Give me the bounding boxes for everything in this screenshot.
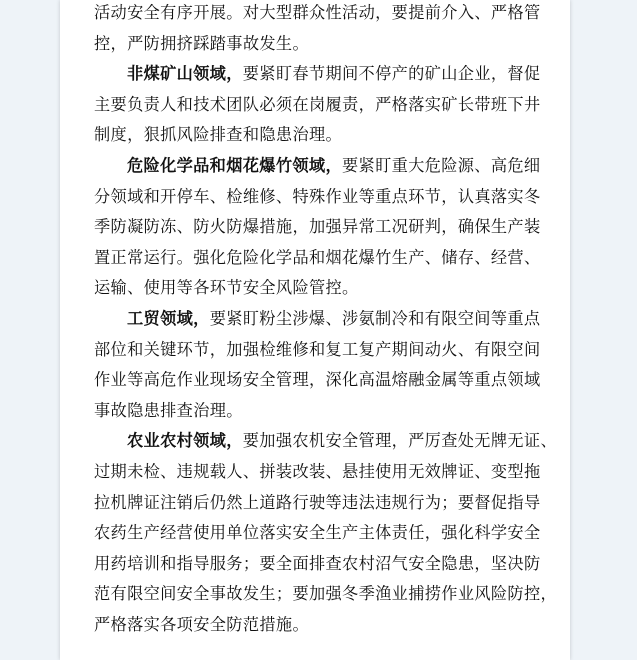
text-line: 用药培训和指导服务；要全面排查农村沼气安全隐患，坚决防 [94, 553, 541, 573]
text-line: 过期未检、违规载人、拼装改装、悬挂使用无效牌证、变型拖 [94, 461, 541, 481]
section-lead: 农业农村领域， [127, 431, 243, 451]
paragraph-non-coal-mining [94, 59, 570, 151]
text-line: 范有限空间安全事故发生；要加强冬季渔业捕捞作业风险防控， [94, 584, 558, 604]
text-line: 事故隐患排查治理。 [94, 400, 243, 420]
text-line: 控，严防拥挤踩踏事故发生。 [94, 33, 309, 53]
text-line-rest: 要紧盯重大危险源、高危细 [342, 155, 541, 175]
text-line: 制度，狠抓风险排查和隐患治理。 [94, 125, 343, 145]
document-body [94, 0, 570, 640]
paragraph-activity-safety [94, 0, 570, 59]
text-line [94, 151, 570, 182]
text-line: 拉机牌证注销后仍然上道路行驶等违法违规行为；要督促指导 [94, 492, 541, 512]
text-line: 严格落实各项安全防范措施。 [94, 614, 309, 634]
text-line: 农药生产经营使用单位落实安全生产主体责任，强化科学安全 [94, 523, 541, 543]
document-page [60, 0, 570, 660]
text-line-rest: 要紧盯粉尘涉爆、涉氨制冷和有限空间等重点 [209, 308, 541, 328]
text-line [94, 426, 570, 457]
text-line: 部位和关键环节，加强检维修和复工复产期间动火、有限空间 [94, 339, 541, 359]
text-line: 作业等高危作业现场安全管理，深化高温熔融金属等重点领域 [94, 370, 541, 390]
text-line: 季防凝防冻、防火防爆措施，加强异常工况研判，确保生产装 [94, 217, 541, 237]
paragraph-hazardous-chemicals [94, 151, 570, 304]
text-line: 活动安全有序开展。对大型群众性活动，要提前介入、严格管 [94, 3, 541, 22]
text-line [94, 304, 570, 335]
text-line: 分领域和开停车、检维修、特殊作业等重点环节，认真落实冬 [94, 186, 541, 206]
section-lead: 危险化学品和烟花爆竹领域， [127, 155, 342, 175]
text-line: 置正常运行。强化危险化学品和烟花爆竹生产、储存、经营、 [94, 247, 541, 267]
text-line: 主要负责人和技术团队必须在岗履责，严格落实矿长带班下井 [94, 94, 541, 114]
paragraph-agriculture-rural [94, 426, 570, 640]
section-lead: 工贸领域， [127, 308, 210, 328]
paragraph-industry-trade [94, 304, 570, 426]
text-line-rest: 要加强农机安全管理，严厉查处无牌无证、 [242, 431, 557, 451]
text-line: 运输、使用等各环节安全风险管控。 [94, 278, 359, 298]
text-line-rest: 要紧盯春节期间不停产的矿山企业，督促 [242, 64, 541, 84]
text-line [94, 59, 570, 90]
section-lead: 非煤矿山领域， [127, 64, 243, 84]
